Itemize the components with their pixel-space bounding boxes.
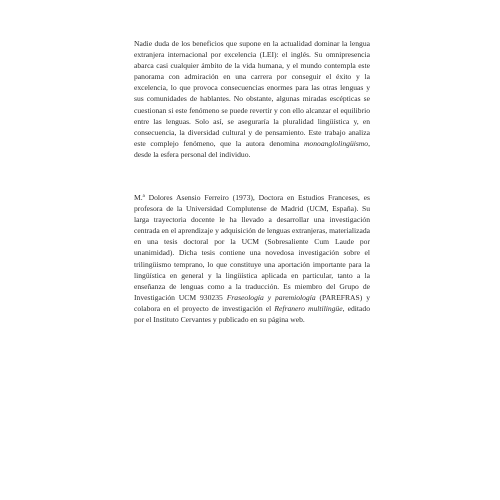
bio-text-part3: , editado por el Instituto Cervantes y publicado en su página web.: [134, 303, 370, 325]
bio-paragraph: [134, 192, 370, 325]
blurb-lead-text: Nadie duda de los beneficios que supone en la actualidad dominar la lengua extranjera internacional por excelencia (LEI): el inglés. Su omnipresencia abarca casi cualquier ámbito de la vida humana, y el mundo contempla este panorama con admiración en una carrera por conseguir el éxito y la excelencia, lo que provoca consecuencias enormes para las otras lenguas y sus comunidades de hablantes. No obstante, algunas miradas escépticas se cuestionan si este fenómeno se puede revertir y con ello alcanzar el equilibrio entre las lenguas. Solo así, se aseguraría la pluralidad lingüística y, en consecuencia, la diversidad cultural y de pensamiento. Este trabajo analiza este complejo fenómeno, que la autora denomina: [134, 39, 370, 148]
book-blurb: [134, 38, 370, 160]
blurb-tail-text: , desde la esfera personal del individuo.: [134, 138, 370, 159]
blurb-term: monoanglolingüismo: [303, 138, 369, 148]
bio-text-part1: M.ª Dolores Asensio Ferreiro (1973), Doctora en Estudios Franceses, es profesora de la Universidad Complutense de Madrid (UCM, España). Su larga trayectoria docente le ha llevado a desarrollar una investigación centrada en el aprendizaje y adquisición de lenguas extranjeras, materializada en una tesis doctoral por la UCM (Sobresaliente Cum Laude por unanimidad). Dicha tesis contiene una novedosa investigación sobre el trilingüismo temprano, lo que constituye una aportación importante para la lingüística en general y la lingüística aplicada en particular, tanto a la enseñanza de lenguas como a la traducción. Es miembro del Grupo de Investigación UCM 930235: [134, 193, 370, 302]
blurb-paragraph: [134, 38, 370, 160]
bio-project-name: Refranero multilingüe: [274, 303, 343, 313]
bio-group-name: Fraseología y paremiología: [226, 292, 316, 302]
bio-text-part2: (PAREFRAS) y colabora en el proyecto de investigación el: [134, 292, 370, 313]
author-bio: [134, 192, 370, 325]
